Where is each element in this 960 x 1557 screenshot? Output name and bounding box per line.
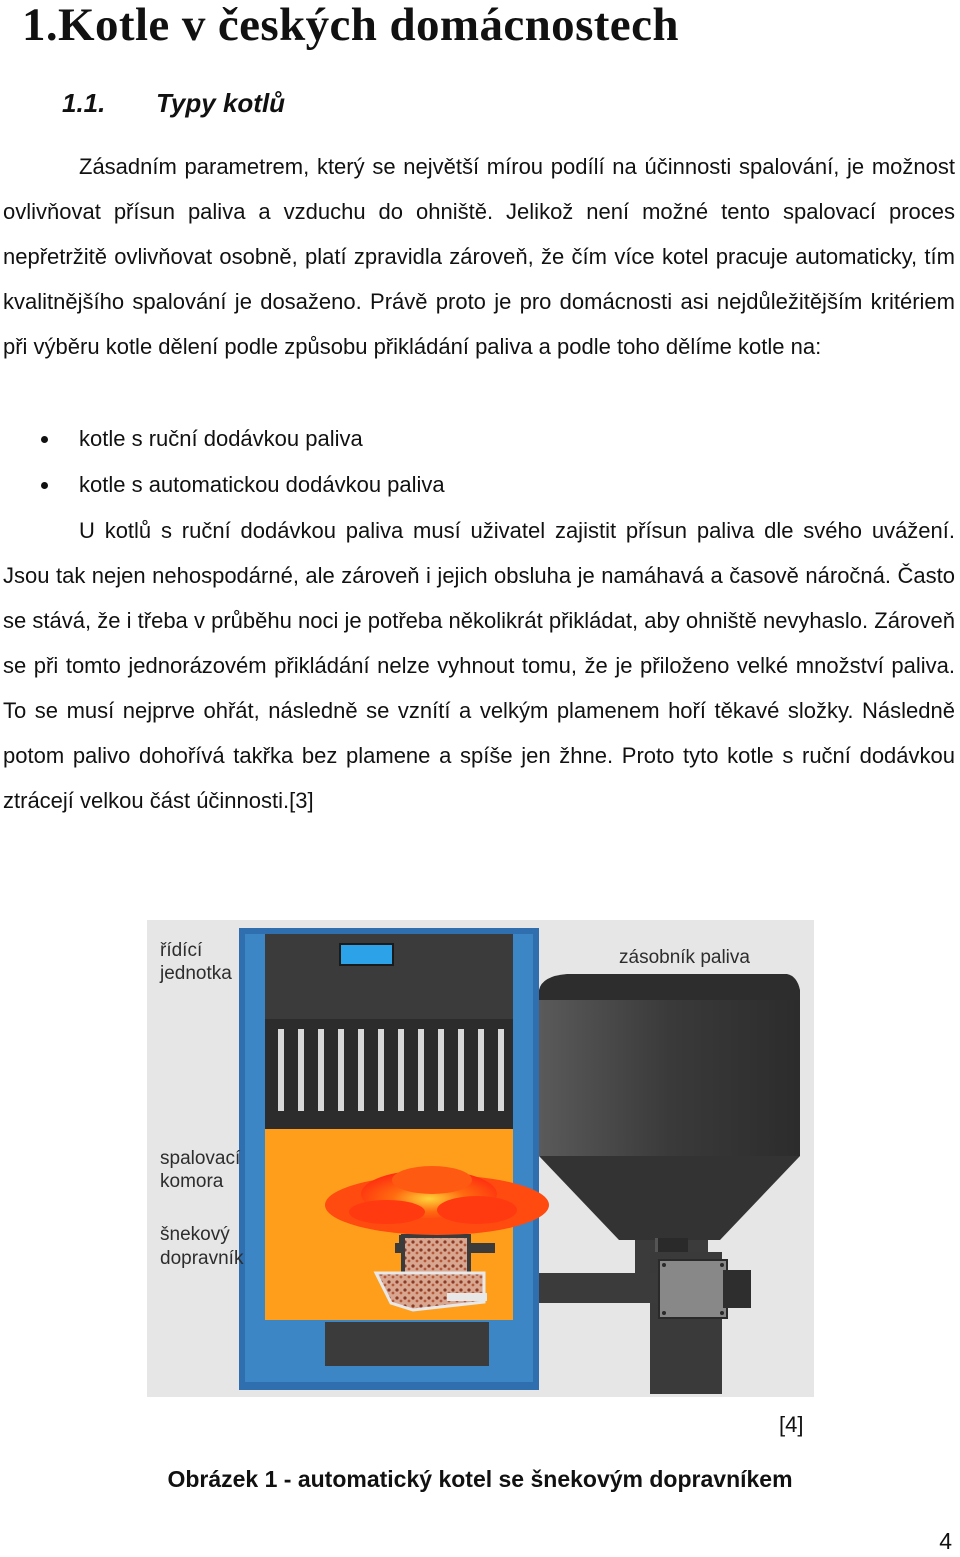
page-heading: 1.Kotle v českých domácnostech	[22, 0, 679, 51]
page-number: 4	[939, 1528, 952, 1554]
label-chamber-line1: spalovací	[160, 1148, 241, 1169]
label-control-unit-line2: jednotka	[160, 963, 232, 984]
boiler-diagram	[147, 920, 814, 1397]
figure-caption: Obrázek 1 - automatický kotel se šnekovým dopravníkem	[167, 1466, 793, 1492]
label-auger-line1: šnekový	[160, 1224, 230, 1245]
list-item: kotle s automatickou dodávkou paliva	[0, 462, 445, 508]
section-number: 1.1.	[62, 88, 106, 118]
ash-pan	[325, 1322, 489, 1366]
section-title: Typy kotlů	[156, 88, 286, 118]
intro-paragraph: Zásadním parametrem, který se největší mírou podílí na účinnosti spalování, je možnost ovlivňovat přísun paliva a vzduchu do ohniště. Jelikož není možné tento spalovací proces nepřetržitě ovlivňovat osobně, platí zpravidla zároveň, že čím více kotel pracuje automaticky, tím kvalitnějšího spalování je dosaženo. Právě proto je pro domácnosti asi nejdůležitějším kritériem při výběru kotle dělení podle způsobu přikládání paliva a podle toho dělíme kotle na:	[3, 154, 955, 359]
boiler-figure	[147, 920, 814, 1397]
label-chamber-line2: komora	[160, 1171, 224, 1192]
label-control-unit-line1: řídící	[160, 940, 203, 961]
list-item: kotle s ruční dodávkou paliva	[0, 416, 445, 462]
control-display	[340, 944, 393, 965]
figure-reference: [4]	[779, 1412, 804, 1437]
label-hopper: zásobník paliva	[619, 947, 750, 968]
boiler-types-list	[0, 416, 445, 508]
boiler-body	[239, 928, 539, 1390]
label-auger-line2: dopravník	[160, 1248, 244, 1269]
manual-feed-paragraph: U kotlů s ruční dodávkou paliva musí uživatel zajistit přísun paliva dle svého uvážení. Jsou tak nejen nehospodárné, ale zároveň i jejich obsluha je namáhavá a časově náročná. Často se stává, že i třeba v průběhu noci je potřeba několikrát přikládat, aby ohniště nevyhaslo. Zároveň se při tomto jednorázovém přikládání nelze vyhnout tomu, že je přiloženo velké množství paliva. To se musí nejprve ohřát, následně se vznítí a velkým plamenem hoří těkavé složky. Následně potom palivo dohořívá takřka bez plamene a spíše jen žhne. Proto tyto kotle s ruční dodávkou ztrácejí velkou část účinnosti.[3]	[3, 518, 955, 813]
